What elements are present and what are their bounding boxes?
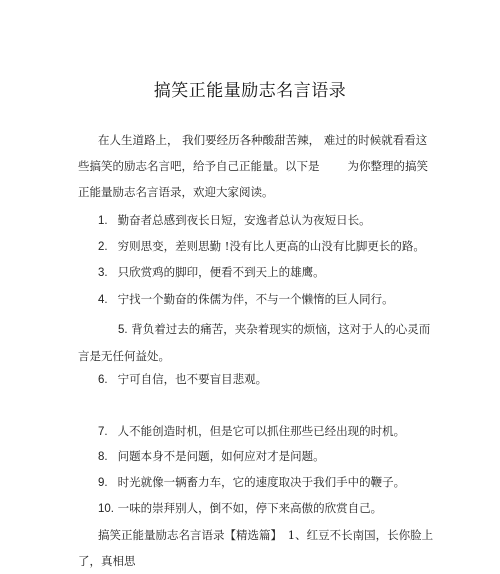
section-paragraph: 搞笑正能量励志名言语录【精选篇】 1、红豆不长南国，长你脸上了，真相思	[78, 528, 434, 568]
list-item	[98, 233, 438, 260]
list-item-number: 10.	[98, 503, 114, 515]
list-item	[78, 316, 438, 369]
list-item	[98, 286, 438, 313]
list-item-number: 4.	[98, 294, 108, 306]
list-item	[98, 259, 438, 286]
list-item-number: 8.	[98, 451, 108, 463]
list-item-text: 背负着过去的痛苦，夹杂着现实的烦恼，这对于人的心灵而言是无任何益处。	[78, 322, 431, 363]
list-item-number: 2.	[98, 241, 108, 253]
list-item-number: 7.	[98, 426, 108, 438]
list-item-text: 宁可自信，也不要盲目悲观。	[117, 372, 268, 386]
list-item-number: 3.	[98, 267, 108, 279]
list-item	[98, 443, 438, 470]
list-item	[98, 366, 438, 393]
list-item-text: 一味的崇拜别人，倒不如，停下来高傲的欣赏自己。	[117, 501, 383, 515]
list-item-text: 勤奋者总感到夜长日短，安逸者总认为夜短日长。	[117, 213, 371, 227]
list-item-number: 6.	[98, 374, 108, 386]
list-item-number: 9.	[98, 477, 108, 489]
list-item	[98, 495, 438, 522]
list-item-text: 只欣赏鸡的脚印，便看不到天上的雄鹰。	[117, 265, 325, 279]
intro-text-part2: 为你整理的搞笑正能量励志名言语录，欢迎大家阅读。	[78, 159, 428, 199]
page-title: 搞笑正能量励志名言语录	[153, 81, 347, 101]
intro-text-part1: 在人生道路上， 我们要经历各种酸甜苦辣， 难过的时候就看看这些搞笑的励志名言吧，给予自己正能量。以下是	[78, 133, 428, 173]
list-item-text: 宁找一个勤奋的侏儒为伴，不与一个懒惰的巨人同行。	[117, 292, 394, 306]
list-item-number: 1.	[98, 215, 108, 227]
list-item	[98, 418, 438, 445]
list-item	[98, 469, 438, 496]
list-item-text: 时光就像一辆畜力车，它的速度取决于我们手中的鞭子。	[117, 475, 406, 489]
list-item-number: 5.	[118, 324, 128, 336]
intro-paragraph	[78, 127, 438, 205]
list-item-text: 问题本身不是问题，如何应对才是问题。	[117, 449, 325, 463]
list-item	[98, 207, 438, 234]
list-item-text: 穷则思变，差则思勤 !没有比人更高的山没有比脚更长的路。	[117, 239, 425, 253]
list-item-text: 人不能创造时机，但是它可以抓住那些已经出现的时机。	[117, 424, 406, 438]
